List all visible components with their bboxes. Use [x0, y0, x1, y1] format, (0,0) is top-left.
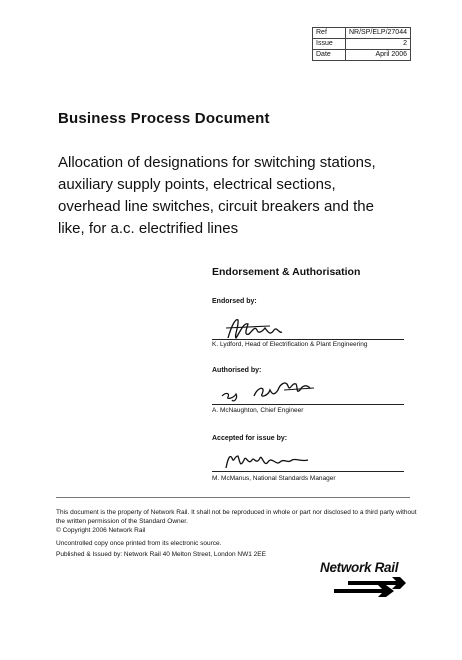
reference-value: 2: [346, 39, 411, 50]
logo-text: Network Rail: [320, 560, 399, 575]
reference-label: Ref: [313, 28, 346, 39]
copyright-notice: © Copyright 2006 Network Rail: [56, 527, 146, 534]
reference-value: April 2006: [346, 50, 411, 61]
reference-row: [313, 28, 411, 39]
uncontrolled-copy-notice: Uncontrolled copy once printed from its electronic source.: [56, 540, 222, 547]
reference-value: NR/SP/ELP/27044: [346, 28, 411, 39]
endorser-name: K. Lydford, Head of Electrification & Plant Engineering: [212, 341, 368, 348]
signature-mcnaughton: [214, 376, 324, 406]
publisher-notice: Published & Issued by: Network Rail 40 Melton Street, London NW1 2EE: [56, 551, 266, 558]
accepted-for-issue-label: Accepted for issue by:: [212, 435, 288, 442]
authoriser-name: A. McNaughton, Chief Engineer: [212, 407, 304, 414]
reference-row: [313, 39, 411, 50]
authorised-by-label: Authorised by:: [212, 367, 262, 374]
property-notice: This document is the property of Network Rail. It shall not be reproduced in whole or part nor disclosed to a third party without the written permission of the Standard Owner.: [56, 509, 417, 525]
reference-row: [313, 50, 411, 61]
endorsement-heading: Endorsement & Authorisation: [212, 266, 361, 278]
document-type-heading: Business Process Document: [58, 110, 270, 127]
document-title: Allocation of designations for switching stations, auxiliary supply points, electrical sections, overhead line switches, circuit breakers and the like, for a.c. electrified lines: [58, 154, 376, 237]
reference-label: Date: [313, 50, 346, 61]
reference-table: [312, 27, 411, 61]
accepter-name: M. McManus, National Standards Manager: [212, 475, 336, 482]
signature-line: [212, 339, 404, 340]
signature-line: [212, 471, 404, 472]
signature-line: [212, 404, 404, 405]
reference-label: Issue: [313, 39, 346, 50]
network-rail-logo: [320, 560, 412, 600]
network-rail-double-arrow-icon: [334, 577, 406, 597]
endorsed-by-label: Endorsed by:: [212, 298, 257, 305]
footer-divider: [56, 497, 410, 498]
